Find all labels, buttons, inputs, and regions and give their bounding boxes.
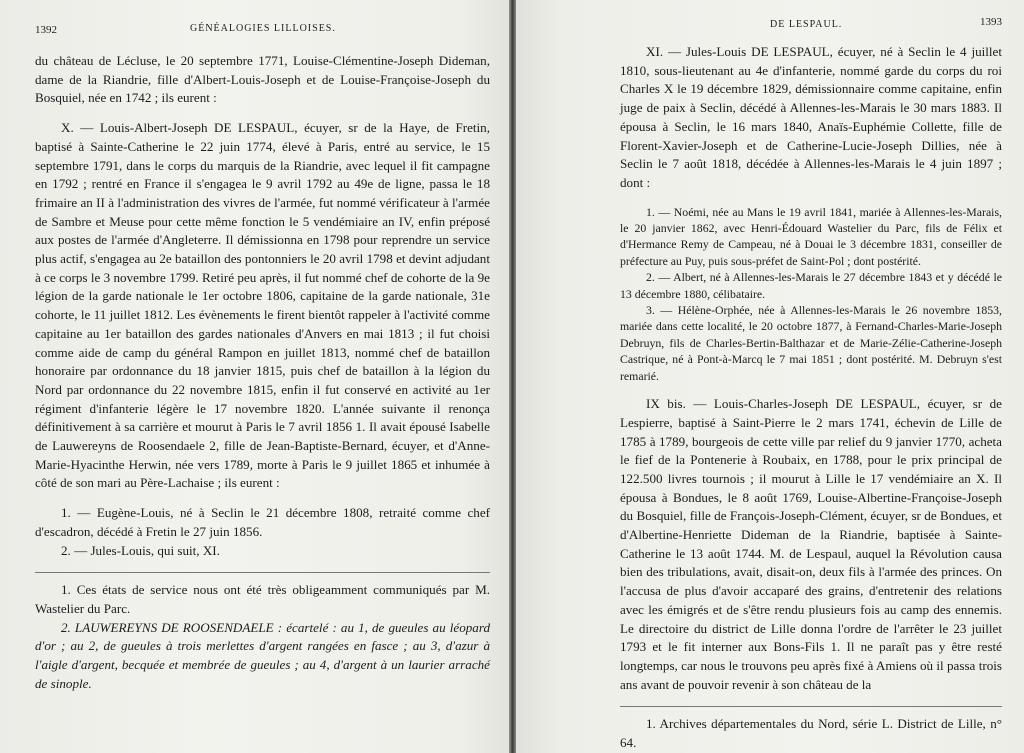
right-paragraph-ix-bis: IX bis. — Louis-Charles-Joseph DE LESPAUL, écuyer, sr de Lespierre, baptisé à Saint-Pierre le 2 mars 1741, échevin de Lille de 1785 à 1789, bourgeois de cette ville par relief du 9 janvier 1770, acheta le fief de la Pontenerie à Roubaix, en 1788, pour le prix principal de 122.500 livres tournois ; il mourut à Lille le 17 vendémiaire an X. Il épousa à Bondues, le 8 août 1769, Louise-Albertine-Françoise-Joseph du Bosquiel, fille de François-Joseph-Clément, écuyer, sr de Bondues, et d'Albertine-Henriette Dideman de la Riandrie, baptisée à Sainte-Catherine le 13 août 1744. M. de Lespaul, auquel la Révolution causa bien des tribulations, avait, disait-on, deux fils à l'armée des princes. On l'accusa de plus d'avoir accaparé des grains, d'entretenir des relations avec les émigrés et de s'être rendu plusieurs fois au camp des ennemis. Le directoire du district de Lille donna l'ordre de l'arrêter le 23 juillet 1793 et le fit interner aux Bons-Fils 1. Il ne paraît pas y être resté longtemps, car nous le trouvons peu après fixé à Amiens où il passa trois ans avant de pouvoir revenir à son château de la: [620, 396, 1002, 692]
right-child-3: 3. — Hélène-Orphée, née à Allennes-les-Marais le 26 novembre 1853, mariée dans cette localité, le 20 octobre 1877, à Fernand-Charles-Marie-Joseph Debruyn, fils de Charles-Bertin-Balthazar et de Marie-Zélie-Catherine-Joseph Castrique, né à Pont-à-Marcq le 7 mai 1851 ; dont postérité. M. Debruyn s'est remarié.: [620, 303, 1002, 383]
right-running-title: DE LESPAUL.: [770, 19, 843, 30]
left-running-title: GÉNÉALOGIES LILLOISES.: [190, 23, 336, 34]
book-gutter: [509, 0, 516, 753]
right-child-1: 1. — Noémi, née au Mans le 19 avril 1841, mariée à Allennes-les-Marais, le 20 janvier 1862, avec Henri-Édouard Wastelier du Parc, fils de Félix et d'Hermance Remy de Campeau, né à Douai le 3 décembre 1831, conseiller de préfecture au Puy, puis sous-préfet de Saint-Pol ; dont postérité.: [620, 204, 1002, 268]
left-paragraph-continuation: du château de Lécluse, le 20 septembre 1771, Louise-Clémentine-Joseph Dideman, dame de la Riandrie, fille d'Albert-Louis-Joseph et de Louise-Françoise-Joseph du Bosquiel, née en 1742 ; ils eurent :: [35, 53, 490, 106]
right-child-2: 2. — Albert, né à Allennes-les-Marais le 27 décembre 1843 et y décédé le 13 décembre 1880, célibataire.: [620, 270, 1002, 301]
right-paragraph-xi: XI. — Jules-Louis DE LESPAUL, écuyer, né à Seclin le 4 juillet 1810, sous-lieutenant au 4e d'infanterie, nommé garde du corps du roi Charles X le 19 décembre 1829, démissionnaire comme capitaine, enfin juge de paix à Seclin, décédé à Allennes-les-Marais le 30 mars 1883. Il épousa à Seclin, le 16 mars 1840, Anaïs-Euphémie Collette, fille de Florent-Xavier-Joseph et de Catherine-Lucie-Joseph Dillies, née à Seclin le 7 août 1818, décédée à Allennes-les-Marais le 4 juin 1897 ; dont :: [620, 44, 1002, 190]
right-page: [512, 0, 1024, 753]
left-footnote-2: 2. LAUWEREYNS DE ROOSENDAELE : écartelé : au 1, de gueules au léopard d'or ; au 2, de gueules à trois merlettes d'argent rangées en fasce ; au 3, d'azur à l'aigle d'argent, becquée et membrée de gueules ; au 4, d'argent à un laurier arraché de sinople.: [35, 619, 490, 691]
left-footnote-rule: [35, 572, 490, 573]
right-footnote-rule: [620, 706, 1002, 707]
left-child-1: 1. — Eugène-Louis, né à Seclin le 21 décembre 1808, retraité comme chef d'escadron, décédé à Fretin le 27 juin 1856.: [35, 505, 490, 539]
left-paragraph-x: X. — Louis-Albert-Joseph DE LESPAUL, écuyer, sr de la Haye, de Fretin, baptisé à Sainte-Catherine le 22 juin 1774, élevé à Paris, entré au service, le 15 septembre 1791, dans le corps du marquis de la Riandrie, avec lequel il fit campagne en 1792 ; rentré en France il s'engagea le 9 avril 1792 au 49e de ligne, passa le 18 frimaire an II à l'administration des vivres de l'armée, fut nommé vérificateur à l'armée de Sambre et Meuse pour cette même fonction le 5 vendémiaire an IV, enfin préposé aux postes de l'armée d'Angleterre. Il démissionna en 1798 pour reprendre un service plus actif, s'engagea au 2e bataillon des pontonniers le 20 avril 1798 et devint adjudant à ce corps le 3 novembre 1799. Retiré peu après, il fut nommé chef de cohorte de la 9e légion de la garde nationale le 1er octobre 1806, capitaine de la garde nationale, 31e cohorte, le 11 juillet 1812. Les évènements le firent bientôt rappeler à l'activité comme capitaine au 1er bataillon des gardes nationales d'Anvers en mai 1813 ; il fut choisi comme aide de camp du général Rampon en juillet 1813, nommé chef de bataillon honoraire par ordonnance du 18 janvier 1815, puis chef de bataillon à la légion du Nord par ordonnance du 22 novembre 1815, enfin il fut conservé en activité au 1er régiment d'infanterie légère le 17 novembre 1820. L'année suivante il renonça définitivement à sa carrière et mourut à Paris le 7 avril 1856 1. Il avait épousé Isabelle de Lauwereyns de Roosendaele 2, fille de Jean-Baptiste-Bernard, écuyer, et d'Anne-Marie-Hyacinthe Herwin, née vers 1789, morte à Paris le 9 juillet 1865 et inhumée à côté de son mari au Père-Lachaise ; ils eurent :: [35, 120, 490, 491]
left-page-header: [35, 20, 490, 40]
left-page-body: [35, 52, 490, 694]
left-page-number: 1392: [35, 24, 57, 36]
right-footnote-1: 1. Archives départementales du Nord, série L. District de Lille, n° 64.: [620, 716, 1002, 751]
left-child-2: 2. — Jules-Louis, qui suit, XI.: [61, 542, 220, 558]
right-page-number: 1393: [980, 16, 1002, 28]
left-footnote-1: 1. Ces états de service nous ont été très obligeamment communiqués par M. Wastelier du Parc.: [35, 582, 490, 616]
right-page-header: [620, 16, 1002, 36]
right-page-body: [620, 43, 1002, 753]
